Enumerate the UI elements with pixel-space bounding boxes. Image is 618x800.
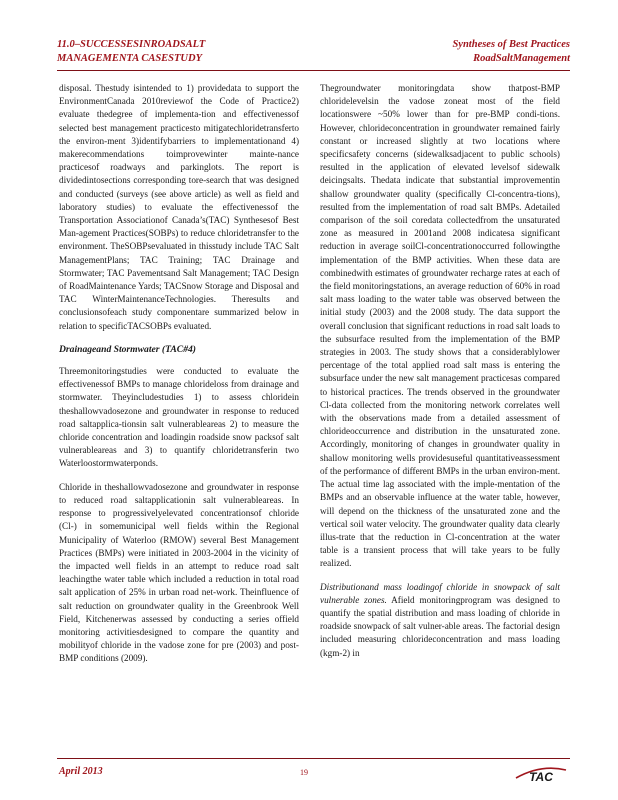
paragraph-groundwater: Thegroundwater monitoringdata show thatpost-BMP chloridelevelsin the vadose zoneat most of the field locationswere ~50% lower than for pre-BMP condi-tions. However, chlorideconcentration in groundwater remained fairly constant or increased slightly at two locations where specificsafety concerns (sidewalksadjacent to public schools) resulted in the application of elevated levelsof sidewalk deicingsalts. Thedata indicate that substantial improvementin shallow groundwater quality (specifically Cl-concentra-tions), resulted from the implementation of road salt BMPs. Adetailed comparison of the soil coredata collectedfrom the unsaturated zone as measured in 2001and 2008 indicatesa significant reduction in average soilCl-concentrationoccurred followingthe implementation of the BMP activities. When these data are combinedwith estimates of groundwater recharge rates at each of the field monitoringstations, an average reduction of 60% in road salt mass loading to the water table was observed between the initial study (2003) and the 2008 study. The data support the overall conclusion that significant reductions in road salt loads to the subsurface resulted from the implementation of the BMP strategies in 2003. The study shows that a considerablylower percentage of the total applied road salt mass is entering the subsurface under the new salt management practicesas compared to historical practices. The trends observed in the groundwater Cl-data collected from the monitoring network correlates well with the observations made from a detailed assessment of chlorideoccurrence and distribution in the unsaturated zone. Accordingly, monitoring of changes in groundwater quality in shallow monitoring wells providesuseful quantitativeassessment of the performance of different BMPs in the urban environ-ment. The actual time lag associated with the imple-mentation of the BMPs and an observable influence at the water table, however, will depend on the thickness of the unsaturated zone and the vertical soil water velocity. The groundwater quality data clearly illus-trate that the reduction in Cl-concentration at the water table is a transient process that will take years to be fully realized.	[320, 83, 560, 569]
right-column	[320, 82, 560, 670]
header-section-title	[57, 38, 205, 66]
tac-logo-text: TAC	[529, 770, 553, 784]
paragraph-intro: disposal. Thestudy isintended to 1) providedata to support the EnvironmentCanada 2010reviewof the Code of Practice2) evaluate thedegree of implementa-tion and effectivenessof selected best management practicesto mitigatechloridetransferto the environ-ment 3)identifybarriers to implementationand 4) makerecommendations toimprovewinter mainte-nance practicesof roadways and parkinglots. The report is dividedintosections corresponding tore-search that was designed and conducted (surveys (see above article) as well as field and laboratory studies) to evaluate the effectivenessof the Transportation Associationof Canada’s(TAC) Synthesesof Best Man-agement Practices(SOBPs) to reduce chloridetransfer to the environment. TheSOBPsevaluated in thisstudy include TAC Salt ManagementPlans; TAC Training; TAC Drainage and Stormwater; TAC Pavementsand Salt Management; TAC Design of RoadMaintenance Yards; TACSnow Storage and Disposal and TAC WinterMaintenanceTechnologies. Theresults and conclusionsofeach study componentare summarized below in relation to specificTACSOBPs evaluated.	[59, 83, 299, 331]
paragraph-snowpack-heading: Distributionand mass loadingof chloride in snowpack of salt vulnerable zones.	[320, 581, 560, 605]
page-number: 19	[300, 768, 308, 777]
left-column	[59, 82, 299, 676]
header-document-title	[452, 38, 570, 66]
tac-logo-icon	[512, 762, 570, 784]
paragraph-studies: Threemonitoringstudies were conducted to evaluate the effectivenessof BMPs to manage chlorideloss from drainage and stormwater. Theyincludestudies 1) to assess chloridein theshallowvadosezone and groundwater in response to reduced road saltapplica-tionsin salt vulnerableareas 2) to measure the chloride concentration and loadingin roadside snow packsof salt vulnerableareas and 3) to quantify chloridetransferin two Waterloostormwaterponds.	[59, 366, 299, 469]
header-left-line2: MANAGEMENTA CASESTUDY	[57, 53, 203, 64]
section-heading: Drainageand Stormwater (TAC#4)	[59, 343, 196, 355]
header-right-line1: Syntheses of Best Practices	[452, 39, 570, 50]
paragraph-snowpack	[320, 581, 560, 660]
paragraph-snowpack-body: Afield monitoringprogram was designed to quantify the spatial distribution and mass loading of chloride in roadside snowpack of salt vulner-able areas. The factorial design included measuring chlorideconcentration and mass loading (kgm-2) in	[320, 594, 560, 658]
header-rule	[57, 70, 570, 71]
paragraph-vadose-zone: Chloride in theshallowvadosezone and groundwater in response to reduced road saltapplicationin salt vulnerableareas. In response to progressivelyelevated concentrationsof chloride (Cl-) in somemunicipal well fields within the Regional Municipality of Waterloo (RMOW) several Best Management Practices (BMPs) were initiated in 2003-2004 in the vicinity of the impacted well fields in an attempt to reduce road salt leachingthe water table which included a reduction in total road salt application of 25% in urban road net-work. Theinfluence of salt reduction on groundwater quality in the Greenbrook Well Field, Kitchenerwas assessed by conducting a series offield monitoring activitiesdesigned to compare the quantity and mobilityof chloride in the vadose zone for pre (2003) and post-BMP conditions (2009).	[59, 481, 299, 664]
header-left-line1: 11.0–SUCCESSESINROADSALT	[57, 39, 206, 50]
header-right-line2: RoadSaltManagement	[473, 53, 570, 64]
footer-rule	[57, 758, 570, 759]
footer-date: April 2013	[59, 766, 103, 777]
